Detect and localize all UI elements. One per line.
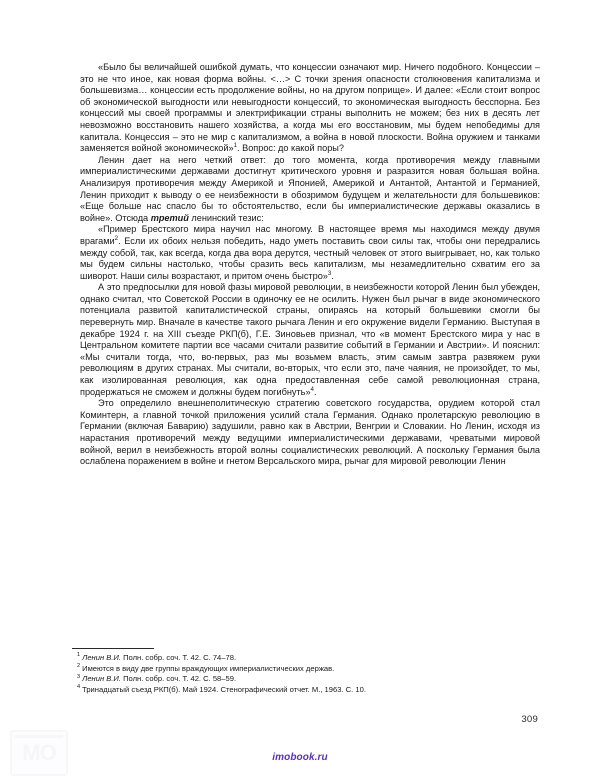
footnote-item: $^2$ Имеются в виду две группы враждующих империалистических держав.: [77, 663, 335, 673]
footnote-reference: 4: [310, 385, 314, 393]
paragraph: «Пример Брестского мира научил нас многому. В настоящее время мы находимся между двумя врагами$^2$. Если их обоих нельзя победить, надо уметь поставить свои силы так, чтобы они передрались между собой, так, как всегда, когда два вора дерутся, честный человек от этого выигрывает, но, как только мы будем сильны настолько, чтобы сразить весь капитализм, мы незамедлительно схватим его за шиворот. Наши силы возрастают, и притом очень быстро»$^3$.: [80, 224, 540, 281]
footnote-separator-rule: [72, 648, 154, 649]
paragraph: А это предпосылки для новой фазы мировой революции, в неизбежности которой Ленин был убежден, однако считал, что Советской России в одиночку ее не осилить. Нужен был рычаг в виде экономического потенциала развитой капиталистической страны, опираясь на который большевики смогли бы перевернуть мир. Вначале в качестве такого рычага Ленин и его окружение видели Германию. Выступая в декабре 1924 г. на XIII съезде РКП(б), Г.Е. Зиновьев признал, что «в момент Брестского мира у нас в Центральном комитете партии все часами считали развитие событий в Германии и Австрии». И пояснил: «Мы считали тогда, что, во-первых, раз мы возьмем власть, этим самым завтра развяжем руки революциям в других странах. Мы считали, во-вторых, что если это, паче чаяния, не произойдет, то мы, как изолированная революция, как одна предоставленная себе самой революционная страна, продержаться не сможем и должны будем погибнуть»$^4$.: [80, 282, 540, 397]
citation-author: Ленин В.И.: [82, 653, 121, 662]
footnote-item: $^3$ Ленин В.И. Полн. собр. соч. Т. 42. С. 58–59.: [77, 673, 237, 684]
footnote-reference: 2: [114, 234, 119, 242]
citation-author: Ленин В.И.: [82, 674, 121, 684]
paragraph: Ленин дает на него четкий ответ: до того момента, когда противоречия между главными империалистическими державами достигнут критического уровня и разразится новая большая война. Анализируя противоречия между Америкой и Японией, Америкой и Антантой, Антантой и Германией, Ленин приходит к выводу о ее неизбежности в обозримом будущем и желательности для большевиков: «Еще больше нас спасло бы то обстоятельство, если бы империалистические державы оказались в войне». Отсюда третий ленинский тезис:: [80, 154, 540, 223]
footnote-reference: 1: [233, 142, 238, 150]
watermark-bar-shape: [15, 735, 63, 738]
footnote-marker: 2: [77, 663, 81, 670]
footnote-reference: 3: [327, 269, 332, 277]
page-number: 309: [521, 714, 538, 725]
paragraph: Это определило внешнеполитическую стратегию советского государства, орудием которой стал Коминтерн, а главной точкой приложения усилий стала Германия. Однако пролетарскую революцию в Германии (включая Баварию) задушили, равно как в Австрии, Венгрии и Словакии. Но Ленин, исходя из нарастания противоречий между ведущими империалистическими державами, чреватыми мировой войной, верил в неизбежность второй волны социалистических революций. А поскольку Германия была ослаблена поражением в войне и гнетом Версальского мира, рычаг для мировой революции Ленин: [80, 398, 540, 467]
body-text-block: [80, 62, 540, 468]
footnote-marker: 3: [77, 673, 81, 680]
site-watermark-text: imobook.ru: [272, 752, 328, 763]
footnote-item: $^1$ Ленин В.И. Полн. собр. соч. Т. 42. С. 74–78.: [77, 652, 237, 662]
emphasis-text: третий: [150, 212, 189, 223]
footnote-item: $^4$ Тринадцатый съезд РКП(б). Май 1924. Стенографический отчет. М., 1963. С. 10.: [77, 684, 366, 694]
footnote-marker: 4: [77, 684, 81, 691]
footnotes-section: [72, 648, 492, 695]
paragraph: «Было бы величайшей ошибкой думать, что концессии означают мир. Ничего подобного. Концессии – это не что иное, как новая форма войны. <…> С точки зрения опасности столкновения капитализма и большевизма… концессии есть продолжение войны, но на другом поприще». И далее: «Если стоит вопрос об экономической выгодности или невыгодности концессий, то экономическая выгодность бесспорна. Без концессий мы своей программы и электрификации страны выполнить не можем; без них в десять лет невозможно восстановить нашего хозяйства, а когда мы его восстановим, мы будем непобедимы для капитала. Концессия – это не мир с капитализмом, а война в новой плоскости. Война оружием и танками заменяется войной экономической»$^1$. Вопрос: до какой поры?: [80, 62, 540, 154]
publisher-logo-watermark: [10, 730, 68, 776]
watermark-initials: MO: [22, 740, 56, 765]
footnote-marker: 1: [77, 652, 81, 659]
